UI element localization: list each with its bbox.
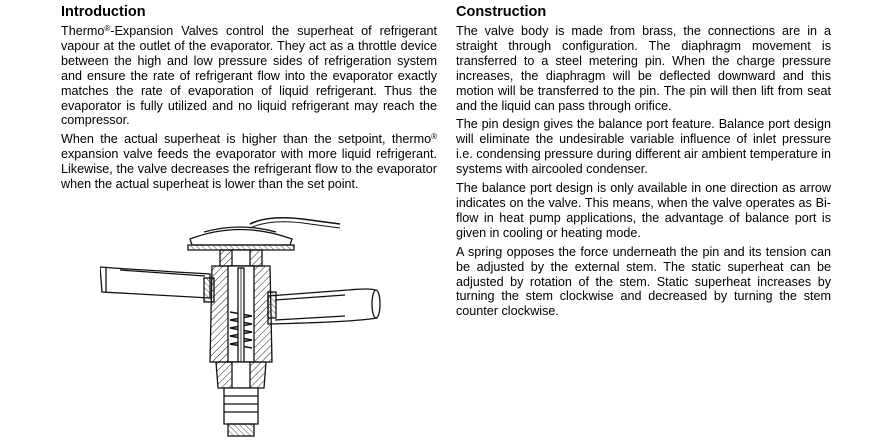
construction-paragraph-1: The valve body is made from brass, the connections are in a straight through configuration. The diaphragm movement is transferred to a steel metering pin. When the charge pressure increases, the diaphragm will be deflected downward and this motion will be transferred to the pin. The pin will then lift from seat and the liquid can pass through orifice. — [456, 24, 831, 113]
introduction-heading: Introduction — [61, 4, 146, 20]
registered-mark: ® — [104, 24, 111, 33]
introduction-section — [61, 4, 437, 196]
introduction-paragraph-1: Thermo®-Expansion Valves control the superheat of refrigerant vapour at the outlet of the evaporator. They act as a throttle device between the high and low pressure sides of refrigeration system and ensure the rate of refrigerant flow into the evaporator exactly matches the rate of evaporation of liquid refrigerant. Thus the evaporator is fully utilized and no liquid refrigerant may reach the compressor. — [61, 24, 437, 128]
construction-paragraph-4: A spring opposes the force underneath the pin and its tension can be adjusted by the external stem. The static superheat can be adjusted by rotation of the stem. Static superheat increases by turning the stem clockwise and decreased by turning the stem counter clockwise. — [456, 244, 831, 319]
construction-heading: Construction — [456, 4, 547, 20]
construction-paragraph-3: The balance port design is only available in one direction as arrow indicates on the valve. This means, when the valve operates as Bi-flow in heat pump applications, the advantage of balance port is given in cooling or heating mode. — [456, 181, 831, 240]
introduction-paragraph-2: When the actual superheat is higher than the setpoint, thermo® expansion valve feeds the evaporator with more liquid refrigerant. Likewise, the valve decreases the refrigerant flow to the evaporator when the actual superheat is lower than the set point. — [61, 132, 437, 192]
expansion-valve-drawing — [100, 212, 400, 444]
construction-paragraph-2: The pin design gives the balance port feature. Balance port design will eliminate the undesirable variable influence of inlet pressure i.e. condensing pressure during different air ambient temperature in systems with aircooled condenser. — [456, 117, 831, 177]
construction-section — [456, 4, 831, 323]
registered-mark: ® — [431, 132, 437, 142]
